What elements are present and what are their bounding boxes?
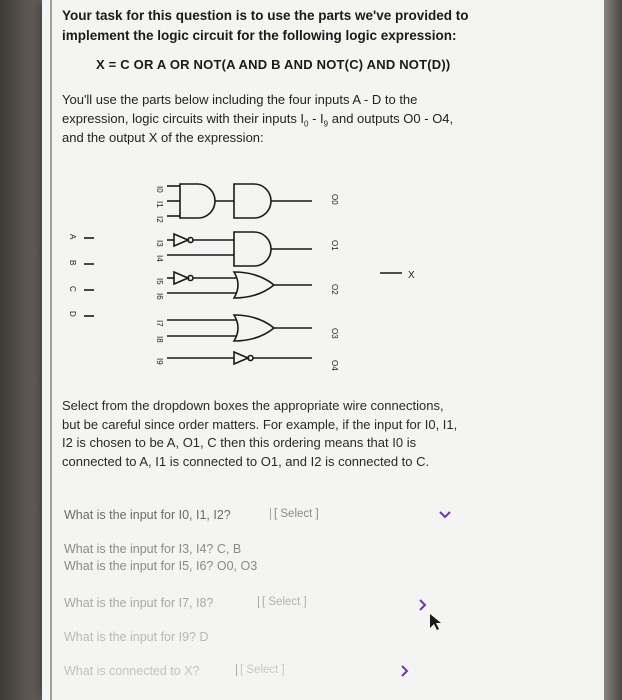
pin-label-i0: I0 (155, 186, 164, 193)
instructions-line-3: I2 is chosen to be A, O1, C then this ordering means that I0 is (62, 435, 417, 450)
pin-label-i8: I8 (155, 336, 164, 343)
input-c: C (68, 286, 77, 292)
margin-line (50, 0, 52, 700)
answer-i5-i6[interactable]: O0, O3 (216, 559, 258, 573)
and-gate-2 (234, 184, 271, 218)
input-d: D (68, 311, 77, 317)
question-i9: What is the input for I9? D (64, 630, 209, 644)
question-i7-i8: What is the input for I7, I8? (64, 596, 214, 610)
output-o4: O4 (330, 360, 339, 371)
mouse-cursor-icon (428, 612, 444, 632)
dropdown-i7-i8[interactable]: [ Select ] (258, 596, 307, 608)
chevron-right-icon[interactable] (418, 598, 428, 612)
dropdown-i0-i2[interactable]: [ Select ] (270, 508, 319, 520)
answer-i3-i4[interactable]: C, B (216, 542, 242, 556)
pin-label-i5: I5 (155, 278, 164, 285)
or-gate-1 (234, 272, 274, 298)
description-line-2: expression, logic circuits with their inputs $I_0 - I_9$ and outputs O0 - O4, (62, 111, 454, 129)
input-b: B (68, 260, 77, 266)
output-o2: O2 (330, 284, 339, 295)
not-gate-3 (234, 352, 248, 364)
and-gate-3 (234, 232, 271, 266)
question-i3-i4: What is the input for I3, I4? C, B (64, 542, 242, 556)
description-line-3: and the output X of the expression: (62, 130, 264, 145)
right-shadow (604, 0, 622, 700)
left-shadow (0, 0, 42, 700)
intro-line-1: Your task for this question is to use the parts we've provided to (62, 8, 469, 23)
dropdown-x[interactable]: [ Select ] (236, 664, 285, 676)
and-gate-1 (180, 184, 215, 218)
intro-line-2: implement the logic circuit for the following logic expression: (62, 28, 457, 43)
not-gate-2 (174, 272, 188, 284)
pin-label-i4: I4 (155, 255, 164, 262)
output-o1: O1 (330, 240, 339, 251)
answer-i9[interactable]: D (199, 630, 209, 644)
description-text (62, 90, 502, 147)
output-o3: O3 (330, 328, 339, 339)
pin-label-i9: I9 (155, 358, 164, 365)
final-output-x: X (408, 270, 415, 281)
pin-label-i2: I2 (155, 216, 164, 223)
description-line-1: You'll use the parts below including the four inputs A - D to the (62, 92, 418, 107)
question-x: What is connected to X? (64, 664, 200, 678)
output-o0: O0 (330, 194, 339, 205)
not-gate-1 (174, 234, 188, 246)
instructions-line-2: but be careful since order matters. For example, if the input for I0, I1, (62, 416, 458, 432)
pin-label-i7: I7 (155, 320, 164, 327)
instructions-line-1: Select from the dropdown boxes the appropriate wire connections, (62, 398, 444, 413)
circuit-diagram (62, 172, 502, 382)
instructions-line-4: connected to A, I1 is connected to O1, and I2 is connected to C. (62, 453, 430, 469)
chevron-right-icon-2[interactable] (400, 664, 410, 678)
input-a: A (68, 234, 77, 240)
logic-expression: X = C OR A OR NOT(A AND B AND NOT(C) AND NOT(D)) (96, 57, 451, 72)
question-i5-i6: What is the input for I5, I6? O0, O3 (64, 559, 258, 573)
question-i0-i2: What is the input for I0, I1, I2? (64, 508, 231, 522)
instructions-text (62, 397, 502, 471)
chevron-down-icon[interactable] (438, 510, 452, 520)
or-gate-2 (234, 315, 274, 341)
pin-label-i6: I6 (155, 293, 164, 300)
pin-label-i3: I3 (155, 240, 164, 247)
intro-text (62, 6, 492, 46)
pin-label-i1: I1 (155, 201, 164, 208)
